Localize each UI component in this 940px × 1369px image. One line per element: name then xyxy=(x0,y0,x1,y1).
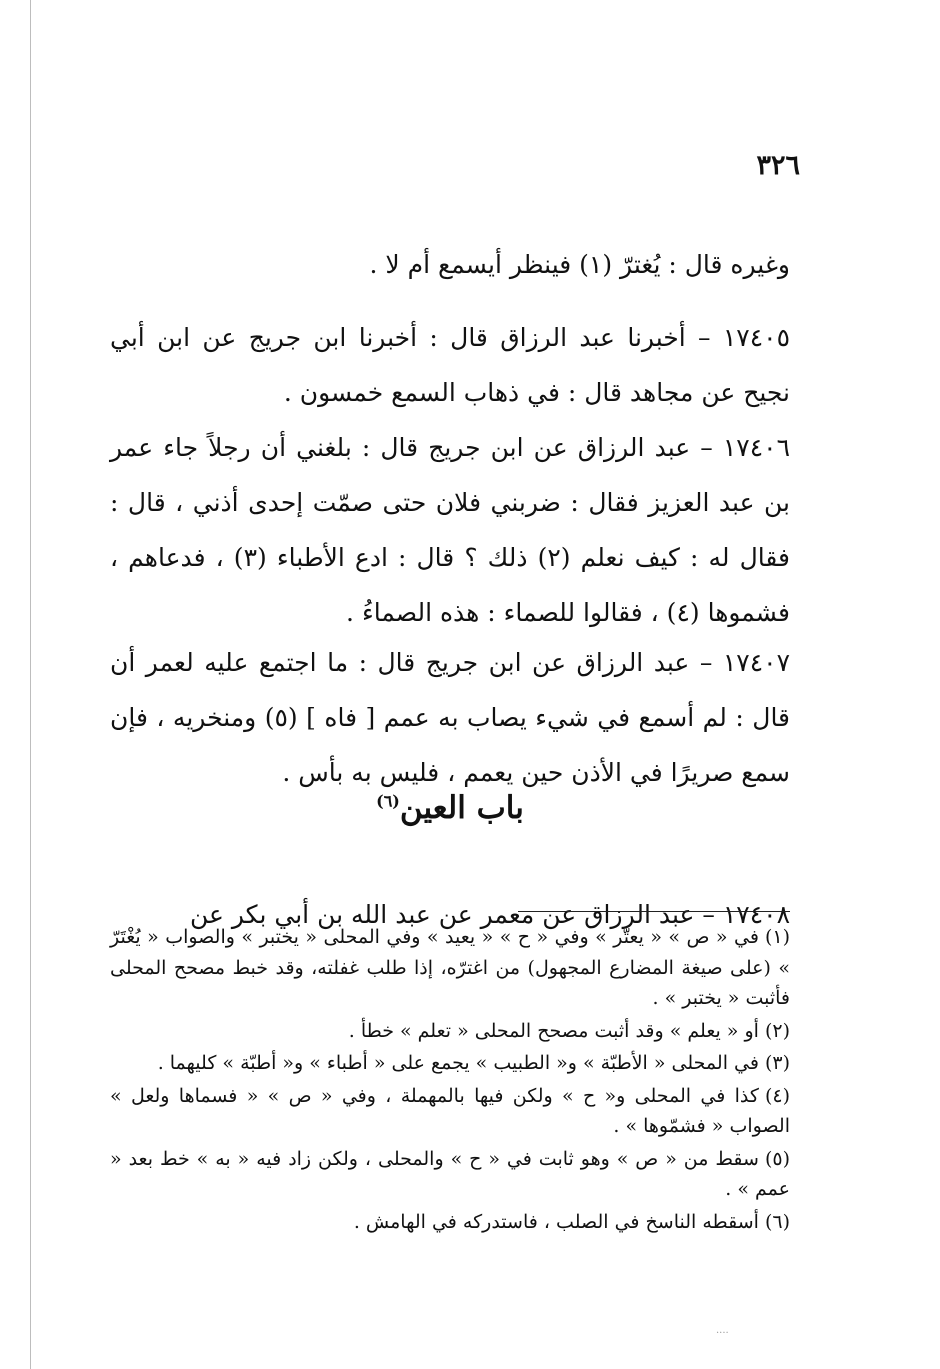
footnote-4 xyxy=(110,1081,790,1142)
chapter-heading-title: باب العين xyxy=(399,790,524,826)
page-number: ٣٢٦ xyxy=(756,150,800,181)
hadith-17405: ١٧٤٠٥ – أخبرنا عبد الرزاق قال : أخبرنا ابن جريج عن ابن أبي نجيح عن مجاهد قال : في ذهاب السمع خمسون . xyxy=(110,323,790,407)
hadith-17406: ١٧٤٠٦ – عبد الرزاق عن ابن جريج قال : بلغني أن رجلاً جاء عمر بن عبد العزيز فقال : ضربني فلان حتى صمّت إحدى أذني ، قال : فقال له : كيف نعلم (٢) ذلك ؟ قال : ادع الأطباء (٣) ، فدعاهم ، فشموها (٤) ، فقالوا للصماء : هذه الصماءُ . xyxy=(110,433,790,627)
chapter-heading-note-ref: (٦) xyxy=(376,791,400,811)
scan-speck: .... xyxy=(716,1325,729,1336)
hadith-17408: ١٧٤٠٨ – عبد الرزاق عن معمر عن عبد الله بن أبي بكر عن xyxy=(189,900,790,929)
footnote-text: أسقطه الناسخ في الصلب ، فاستدركه في الهامش . xyxy=(353,1210,759,1233)
binding-edge-line xyxy=(30,0,31,1369)
footnote-number: (٤) xyxy=(764,1084,790,1107)
footnote-2 xyxy=(110,1016,790,1047)
footnote-text: في « ص » « يعتّر » وفي « ح » « يعيد » وفي المحلى « يختبر » والصواب « يُغْتَرّ » (على صيغة المضارع المجهول) من اغترّه، إذا طلب غفلته، وقد خبط مصحح المحلى فأثبت « يختبر » . xyxy=(110,926,790,1009)
footnote-number: (٢) xyxy=(764,1019,790,1042)
footnote-number: (٦) xyxy=(764,1210,790,1233)
footnote-separator xyxy=(518,911,790,912)
footnote-text: سقط من « ص » وهو ثابت في « ح » والمحلى ، ولكن زاد فيه « به » خط بعد « عمم » . xyxy=(110,1147,790,1200)
footnote-6 xyxy=(110,1207,790,1238)
footnote-3 xyxy=(110,1048,790,1079)
intro-line: وغيره قال : يُغترّ (١) فينظر أيسمع أم لا . xyxy=(369,250,790,279)
footnote-1 xyxy=(110,922,790,1014)
hadith-17407: ١٧٤٠٧ – عبد الرزاق عن ابن جريج قال : ما اجتمع عليه لعمر أن قال : لم أسمع في شيء يصاب به عمم [ فاه ] (٥) ومنخريه ، فإن سمع صريرًا في الأذن حين يعمم ، فليس به بأس . xyxy=(110,648,791,787)
footnote-text: كذا في المحلى و« ح » ولكن فيها بالمهملة ، وفي « ص » « فسماها ولعل » الصواب « فشمّوها » . xyxy=(110,1084,790,1137)
footnotes xyxy=(110,922,790,1239)
chapter-heading xyxy=(110,790,790,826)
footnote-number: (٣) xyxy=(764,1052,790,1074)
footnote-number: (١) xyxy=(764,926,790,948)
footnote-text: أو « يعلم » وقد أثبت مصحح المحلى « تعلم » خطأ . xyxy=(348,1019,759,1042)
footnote-number: (٥) xyxy=(764,1147,790,1170)
footnote-text: في المحلى « الأطبّة » و« الطبيب » يجمع على « أطباء » و« أطبّة » كليهما . xyxy=(157,1052,759,1074)
footnote-5 xyxy=(110,1144,790,1205)
